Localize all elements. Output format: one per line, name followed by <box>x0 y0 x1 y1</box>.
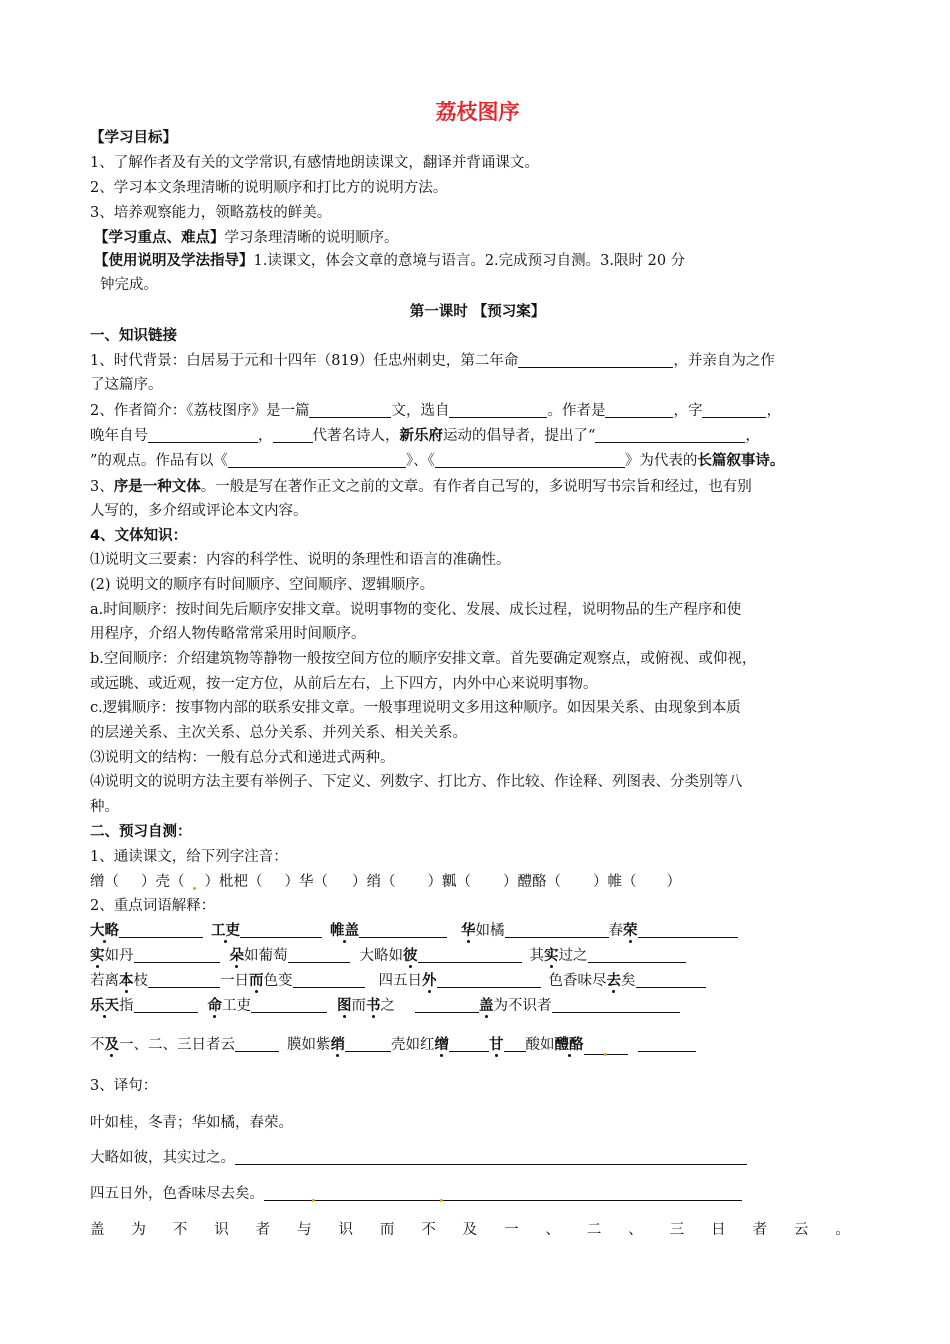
key-points-text: 学习条理清晰的说明顺序。 <box>224 230 399 246</box>
text: 若离 <box>90 973 119 989</box>
usage-text: 1.读课文，体会文章的意境与语言。2.完成预习自测。3.限时 20 分 <box>253 253 686 269</box>
text: 工吏 <box>222 998 251 1014</box>
text: 膜如紫 <box>287 1037 331 1053</box>
text: 甘 <box>489 1037 504 1053</box>
text: 文，选自 <box>391 403 450 419</box>
genre-item: c.逻辑顺序：按事物内部的联系安排文章。一般事理说明文多用这种顺序。如因果关系、由现象到本质 <box>90 700 741 716</box>
text: 2、作者简介：《荔枝图序》是一篇 <box>90 403 310 419</box>
blank[interactable] <box>584 1038 628 1055</box>
text: 》为代表的 <box>624 453 698 469</box>
text: ， <box>766 403 781 419</box>
text: 识 <box>214 1222 229 1238</box>
vocab-row-5 <box>90 1035 696 1055</box>
text: 四五日 <box>378 973 422 989</box>
text: 盖 <box>479 998 494 1014</box>
blank[interactable] <box>415 996 479 1013</box>
blank[interactable] <box>449 401 547 418</box>
text: 色变 <box>263 973 293 989</box>
background-line-cont: 了这篇序。 <box>90 377 163 393</box>
text: 外 <box>422 973 437 989</box>
background-line <box>90 351 775 371</box>
text: 为不识者 <box>493 998 552 1014</box>
text: 如葡萄 <box>244 948 288 964</box>
blank[interactable] <box>504 1035 526 1052</box>
genre-item: b.空间顺序：介绍建筑物等静物一般按空间方位的顺序安排文章。首先要确定观察点，或俯视、或仰视， <box>90 651 757 667</box>
text: 盖 <box>90 1222 105 1238</box>
blank[interactable] <box>605 401 673 418</box>
text: 去 <box>606 973 621 989</box>
text: 日 <box>711 1222 726 1238</box>
text: 晚年自号 <box>90 428 148 444</box>
blank[interactable] <box>449 1035 489 1052</box>
blank[interactable] <box>595 426 745 443</box>
goals-heading: 【学习目标】 <box>90 130 177 146</box>
author-line-3 <box>90 451 784 471</box>
text: 朵 <box>229 948 244 964</box>
text: ）帷（ <box>593 874 637 890</box>
text: 者 <box>255 1222 271 1238</box>
text: 不 <box>172 1222 188 1238</box>
text: 华 <box>461 923 476 939</box>
blank[interactable] <box>638 921 738 938</box>
text: 之 <box>380 998 395 1014</box>
text: 图 <box>337 998 352 1014</box>
genre-item: ⑶说明文的结构：一般有总分式和递进式两种。 <box>90 750 395 766</box>
text: 3、 <box>90 479 114 495</box>
genre-item: 种。 <box>90 799 119 815</box>
text: 书 <box>366 998 381 1014</box>
genre-item: 用程序，介绍人物传略常常采用时间顺序。 <box>90 626 366 642</box>
text: ）华（ <box>284 874 328 890</box>
text: 如丹 <box>104 948 134 964</box>
text: 新乐府 <box>399 428 443 444</box>
blank[interactable] <box>437 971 541 988</box>
blank[interactable] <box>638 1035 696 1052</box>
text: 长篇叙事诗。 <box>697 453 785 469</box>
text: ，并亲自为之作 <box>673 353 775 369</box>
text: 不 <box>90 1037 105 1053</box>
text: 者 <box>752 1222 767 1238</box>
lesson-heading: 第一课时 【预习案】 <box>409 304 546 320</box>
blank[interactable] <box>418 946 522 963</box>
genre-item: a.时间顺序：按时间先后顺序安排文章。说明事物的变化、发展、成长过程，说明物品的生产程序和使 <box>90 602 742 618</box>
blank[interactable] <box>702 401 766 418</box>
blank[interactable] <box>228 451 406 468</box>
text: 指 <box>119 998 134 1014</box>
text: ， <box>745 428 760 444</box>
text: 1、时代背景：白居易于元和十四年（819）任忠州刺史，第二年命 <box>90 353 519 369</box>
author-line-1 <box>90 401 781 421</box>
translate-sentence-2 <box>90 1148 747 1168</box>
usage-label: 【使用说明及学法指导】 <box>94 253 254 269</box>
text: 实 <box>544 948 559 964</box>
text: 本 <box>119 973 134 989</box>
blank[interactable] <box>518 351 673 368</box>
vocab-row-4 <box>90 996 680 1016</box>
blank[interactable] <box>148 426 258 443</box>
text: 一、二、三日者云 <box>119 1037 235 1053</box>
text: 命 <box>207 998 222 1014</box>
text: 二 <box>586 1222 602 1238</box>
text: 工吏 <box>211 923 240 939</box>
text: ， <box>258 428 273 444</box>
translate-sentence-1: 叶如桂，冬青；华如橘，春荣。 <box>90 1115 293 1131</box>
text: 一日 <box>220 973 249 989</box>
text: ）绡（ <box>352 874 396 890</box>
text: 及 <box>462 1222 478 1238</box>
vocab-row-1 <box>90 921 738 941</box>
genre-item: 的层递关系、主次关系、总分关系、并列关系、相关关系。 <box>90 725 467 741</box>
preface-line <box>90 477 752 497</box>
text: 一 <box>504 1222 519 1238</box>
text: 。一般是写在著作正文之前的文章。有作者自己写的，多说明写书宗旨和经过，也有别 <box>200 479 752 495</box>
text: 运动的倡导者，提出了“ <box>443 428 596 444</box>
blank[interactable] <box>119 921 203 938</box>
vocab-row-2 <box>90 946 686 966</box>
section-heading: 一、知识链接 <box>90 328 177 344</box>
text: 实 <box>90 948 105 964</box>
text: 、 <box>628 1222 643 1238</box>
text: 而 <box>351 998 366 1014</box>
text: 绡 <box>330 1037 345 1053</box>
text: 大略如 <box>359 948 403 964</box>
usage-line <box>94 251 685 271</box>
text: ）壳（ <box>141 874 185 890</box>
text: 序是一种文体 <box>113 479 201 495</box>
translate-sentence-4 <box>90 1220 850 1240</box>
answer-blank[interactable] <box>264 1184 742 1201</box>
text: 酸如 <box>525 1037 555 1053</box>
text: ”的观点。作品有以《 <box>90 453 228 469</box>
blank[interactable] <box>359 921 447 938</box>
blank[interactable] <box>345 1035 391 1052</box>
text: ） <box>666 874 681 890</box>
mark-dot <box>604 1053 607 1056</box>
translate-sentence-3 <box>90 1184 742 1204</box>
mark-dot <box>312 1199 315 1202</box>
genre-item: 或远眺、或近观，按一定方位，从前后左右，上下四方，内外中心来说明事物。 <box>90 676 598 692</box>
text: 四五日外，色香味尽去矣。 <box>90 1186 264 1202</box>
key-points-label: 【学习重点、难点】 <box>94 230 225 246</box>
goal-item: 2、学习本文条理清晰的说明顺序和打比方的说明方法。 <box>90 180 448 196</box>
question-2: 2、重点词语解释： <box>90 898 216 914</box>
usage-text-cont: 钟完成。 <box>100 277 158 293</box>
text: 而 <box>379 1222 395 1238</box>
blank[interactable] <box>235 1035 279 1052</box>
text: 大略如彼，其实过之。 <box>90 1150 235 1166</box>
preface-line-cont: 人写的，多介绍或评论本文内容。 <box>90 503 308 519</box>
text: 枝 <box>133 973 148 989</box>
text: 三 <box>669 1222 685 1238</box>
key-points-line <box>94 228 399 248</box>
text: 春 <box>608 923 623 939</box>
blank[interactable] <box>134 946 220 963</box>
answer-blank[interactable] <box>235 1148 747 1165</box>
text: 如橘 <box>475 923 505 939</box>
text: ）醴酪（ <box>503 874 561 890</box>
text: 其 <box>529 948 544 964</box>
text: ）枇杷（ <box>204 874 263 890</box>
genre-heading: 4、文体知识： <box>90 528 188 544</box>
text: 而 <box>249 973 264 989</box>
text: 。 <box>835 1222 850 1238</box>
text: 及 <box>104 1037 119 1053</box>
genre-item: ⑷说明文的说明方法主要有举例子、下定义、列数字、打比方、作比较、作诠释、列图表、分类别等八 <box>90 774 743 790</box>
text: 壳如红 <box>391 1037 435 1053</box>
goal-item: 1、了解作者及有关的文学常识,有感情地朗读课文，翻译并背诵课文。 <box>90 155 539 171</box>
text: 云 <box>793 1222 809 1238</box>
author-line-2 <box>90 426 760 446</box>
pinyin-row <box>90 872 681 892</box>
genre-item: ⑴说明文三要素：内容的科学性、说明的条理性和语言的准确性。 <box>90 552 511 568</box>
blank[interactable] <box>636 971 706 988</box>
blank[interactable] <box>288 946 350 963</box>
blank[interactable] <box>293 971 365 988</box>
text: ）瓤（ <box>427 874 471 890</box>
text: 大略 <box>90 923 119 939</box>
blank[interactable] <box>588 946 686 963</box>
text: 色香味尽 <box>548 973 607 989</box>
text: 过之 <box>558 948 588 964</box>
text: 乐天 <box>90 998 119 1014</box>
text: 不 <box>421 1222 436 1238</box>
blank[interactable] <box>273 426 313 443</box>
text: 缯（ <box>90 874 119 890</box>
text: 醴酪 <box>554 1037 584 1053</box>
mark-dot <box>440 1199 443 1202</box>
vocab-row-3 <box>90 971 706 991</box>
text: 、 <box>545 1222 560 1238</box>
text: 彼 <box>403 948 418 964</box>
page-title: 荔枝图序 <box>435 100 520 124</box>
text: 代著名诗人， <box>312 428 400 444</box>
text: 》、《 <box>405 453 435 469</box>
genre-item: (2) 说明文的顺序有时间顺序、空间顺序、逻辑顺序。 <box>90 577 435 593</box>
text: 。作者是 <box>547 403 606 419</box>
blank[interactable] <box>134 996 198 1013</box>
blank[interactable] <box>505 921 609 938</box>
goal-item: 3、培养观察能力，领略荔枝的鲜美。 <box>90 205 332 221</box>
text: 与 <box>297 1222 312 1238</box>
section-heading: 二、预习自测： <box>90 824 192 840</box>
blank[interactable] <box>552 996 680 1013</box>
text: 识 <box>338 1222 353 1238</box>
blank[interactable] <box>240 921 322 938</box>
mark-dot <box>193 887 196 890</box>
text: 缯 <box>434 1037 449 1053</box>
blank[interactable] <box>251 996 327 1013</box>
blank[interactable] <box>435 451 625 468</box>
blank[interactable] <box>148 971 220 988</box>
blank[interactable] <box>309 401 391 418</box>
question-1: 1、通读课文，给下列字注音： <box>90 849 288 865</box>
question-3: 3、译句： <box>90 1078 158 1094</box>
text: 荣 <box>623 923 638 939</box>
text: 帷盖 <box>330 923 359 939</box>
text: 矣 <box>621 973 636 989</box>
text: 为 <box>131 1222 146 1238</box>
text: ，字 <box>673 403 703 419</box>
